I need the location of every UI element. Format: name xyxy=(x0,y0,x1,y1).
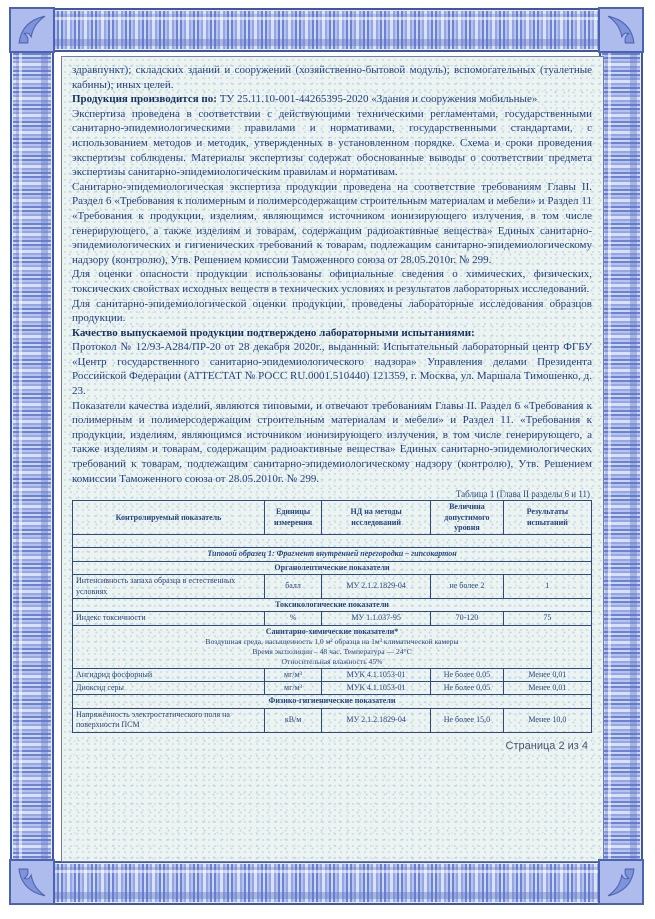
paragraph: Экспертиза проведена в соответствии с действующими техническими регламентами, государственными санитарно-эпидемиологическими правилами и нормативами, государственными стандартами, с использованием методов и методик, утвержденных в установленном порядке. Схема и сроки проведения экспертизы соблюдены. Материалы экспертизы содержат обоснованные выводы о соответствии предмета экспертизы санитарно-эпидемиологическим правилам и нормативам. xyxy=(72,107,592,179)
table-cell: не более 2 xyxy=(431,575,504,599)
results-table-body xyxy=(73,535,592,732)
table-cell: % xyxy=(265,612,322,625)
table-cell: Ангидрид фосфорный xyxy=(73,668,265,681)
table-header-cell: Единицы измерения xyxy=(265,501,322,535)
border-corner-ornament-icon xyxy=(598,7,644,53)
table-row xyxy=(73,575,592,599)
table-row xyxy=(73,598,592,611)
table-header-cell: Результаты испытаний xyxy=(503,501,591,535)
table-cell: Не более 0,05 xyxy=(431,682,504,695)
table-row xyxy=(73,548,592,561)
document-text xyxy=(72,63,592,486)
table-cell: мг/м³ xyxy=(265,682,322,695)
table-cell: МУК 4.1.1053-01 xyxy=(322,682,431,695)
table-cell: МУК 4.1.1053-01 xyxy=(322,668,431,681)
table-cell: 75 xyxy=(503,612,591,625)
results-table xyxy=(72,500,592,732)
table-header-cell: НД на методы исследований xyxy=(322,501,431,535)
table-cell: Не более 0,05 xyxy=(431,668,504,681)
border-corner-ornament-icon xyxy=(9,859,55,905)
border-band-left xyxy=(10,8,54,905)
table-cell: мг/м³ xyxy=(265,668,322,681)
table-cell: МУ 2.1.2.1829-04 xyxy=(322,575,431,599)
document-content-area xyxy=(61,56,604,862)
table-cell: Не более 15,0 xyxy=(431,708,504,732)
border-band-top xyxy=(10,8,643,52)
paragraph: Продукция производится по: ТУ 25.11.10-001-44265395-2020 «Здания и сооружения мобильные» xyxy=(72,93,538,106)
table-section-subline: Относительная влажность 45% xyxy=(281,656,383,666)
table-section-row: Типовой образец 1: Фрагмент внутренней перегородки – гипсокартон xyxy=(73,548,592,561)
table-cell: Напряжённость электростатического поля на поверхности ПСМ xyxy=(73,708,265,732)
table-cell: Интенсивность запаха образца в естественных условиях xyxy=(73,575,265,599)
table-spacer-row xyxy=(73,535,592,548)
table-section-subline: Время экспозиции – 48 час. Температура — 24°С xyxy=(252,646,412,656)
border-band-bottom xyxy=(10,861,643,905)
table-cell: МУ 2.1.2.1829-04 xyxy=(322,708,431,732)
table-row xyxy=(73,682,592,695)
border-corner-ornament-icon xyxy=(598,859,644,905)
table-section-row: Токсикологические показатели xyxy=(73,598,592,611)
paragraph: Протокол № 12/93-А284/ПР-20 от 28 декабря 2020г., выданный: Испытательный лабораторный центр ФГБУ «Центр государственного санитарно-эпидемиологического надзора» Управления делами Президента Российской Федерации (АТТЕСТАТ № РОСС RU.0001.510440) 121359, г. Москва, ул. Маршала Тимошенко, д. 23. xyxy=(72,341,592,398)
table-row xyxy=(73,612,592,625)
table-cell: Диоксид серы xyxy=(73,682,265,695)
table-cell: кВ/м xyxy=(265,708,322,732)
table-cell: Менее 0,01 xyxy=(503,668,591,681)
table-cell: Индекс токсичности xyxy=(73,612,265,625)
table-cell: Менее 10,0 xyxy=(503,708,591,732)
table-row xyxy=(73,535,592,548)
paragraph: здравпункт); складских зданий и сооружений (хозяйственно-бытовой модуль); вспомогательных (туалетные кабины); иных целей. xyxy=(72,64,592,91)
table-cell: Менее 0,01 xyxy=(503,682,591,695)
table-section-subline: Воздушная среда, насыщенность 1,0 м² образца на 1м³ климатической камеры xyxy=(205,637,459,647)
table-row xyxy=(73,561,592,574)
table-row xyxy=(73,668,592,681)
page-indicator: Страница 2 из 4 xyxy=(505,739,588,752)
border-corner-ornament-icon xyxy=(9,7,55,53)
table-header-cell: Контролируемый показатель xyxy=(73,501,265,535)
table-cell: балл xyxy=(265,575,322,599)
paragraph: Качество выпускаемой продукции подтверждено лабораторными испытаниями: xyxy=(72,326,475,339)
paragraph: Для оценки опасности продукции использованы официальные сведения о химических, физических, токсических свойствах исходных веществ в технических условиях и результатов лабораторных исследований. xyxy=(72,268,592,295)
table-section-row: Санитарно-химические показатели* Воздушная среда, насыщенность 1,0 м² образца на 1м³ климатической камеры Время экспозиции – 48 час. Температура — 24°С Относительная влажность 45% xyxy=(73,625,592,668)
table-header-cell: Величина допустимого уровня xyxy=(431,501,504,535)
paragraph: Показатели качества изделий, являются типовыми, и отвечают требованиям Главы II. Раздел 6 «Требования к полимерным и полимерсодержащим строительным материалам и мебели» и Раздел 11. «Требования к продукции, изделиям, являющимся источником ионизирующего излучения, в том числе генерирующего, а также изделиям и товарам, содержащим радиоактивные вещества» Единых санитарно-эпидемиологических требований к товарам, подлежащим санитарно-эпидемиологическому надзору (контролю), Утв. Решением комиссии Таможенного союза от 28.05.2010г. № 299. xyxy=(72,399,592,485)
border-band-right xyxy=(599,8,643,905)
table-row xyxy=(73,695,592,708)
table-cell: МУ 1.1.037-95 xyxy=(322,612,431,625)
table-cell: 1 xyxy=(503,575,591,599)
paragraph: Санитарно-эпидемиологическая экспертиза продукции проведена на соответствие требованиям Главы II. Раздел 6 «Требования к полимерным и полимерсодержащим строительным материалам и мебели» и Раздел 11 «Требования к продукции, изделиям, являющимся источником ионизирующего излучения, в том числе генерирующего, а также изделиям и товарам, содержащим радиоактивные вещества» Единых санитарно-эпидемиологических и гигиенических требований к товарам, подлежащим санитарно-эпидемиологическому надзору (контролю), Утв. Решением комиссии Таможенного союза от 28.05.2010г. № 299. xyxy=(72,180,592,266)
table-caption: Таблица 1 (Глава II разделы 6 и 11) xyxy=(455,489,590,500)
paragraph: Для санитарно-эпидемиологической оценки продукции, проведены лабораторные исследования образцов продукции. xyxy=(72,297,592,325)
table-row xyxy=(73,708,592,732)
table-cell: 70-120 xyxy=(431,612,504,625)
table-section-row: Органолептические показатели xyxy=(73,561,592,574)
table-section-row: Физико-гигиенические показатели xyxy=(73,695,592,708)
results-table-header xyxy=(73,501,592,535)
table-row xyxy=(73,625,592,668)
